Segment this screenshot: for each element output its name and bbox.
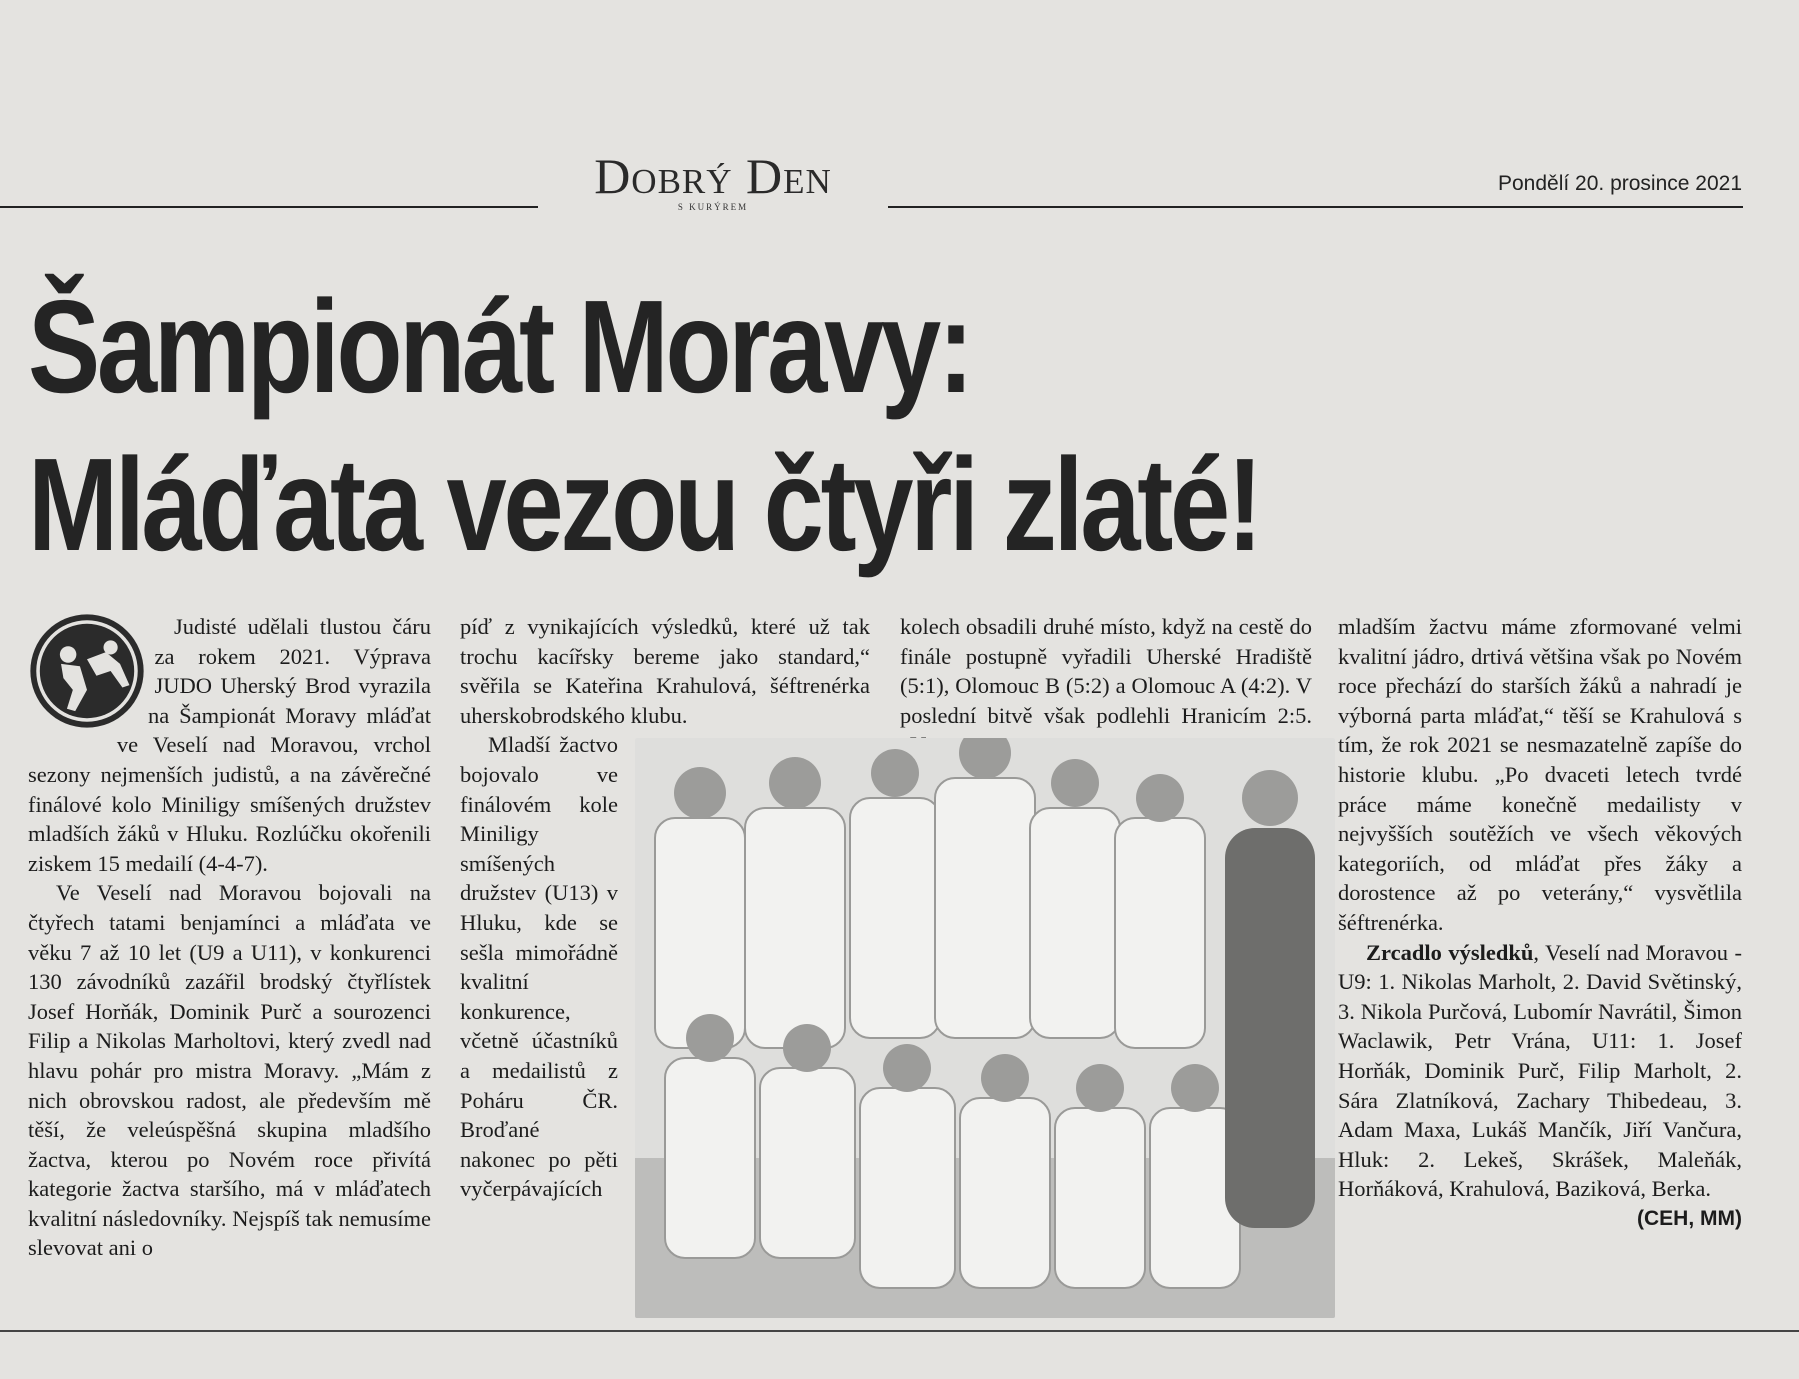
headline-line-2: Mláďata vezou čtyři zlaté! [28, 431, 1260, 578]
results-label: Zrcadlo výsledků [1366, 939, 1534, 965]
team-photo-image [635, 738, 1335, 1318]
article-column-1 [28, 612, 431, 1263]
headline-line-1: Šampionát Moravy: [28, 273, 971, 420]
results-text: , Veselí nad Moravou - U9: 1. Nikolas Marholt, 2. David Světinský, 3. Nikola Purčová, Lubomír Navrátil, Šimon Waclawik, Petr Vrána, U11: 1. Josef Horňák, Dominik Purč, Filip Marholt, 2. Sára Zlatníková, Zachary Thibedeau, 3. Adam Maxa, Lukáš Mančík, Jiří Vančura, Hluk: 2. Lekeš, Skrášek, Maleňák, Horňáková, Krahulová, Baziková, Berka. [1338, 939, 1743, 1202]
article-paragraph: Ve Veselí nad Moravou bojovali na čtyřech tatami benjamínci a mláďata ve věku 7 až 10 let (U9 a U11), v konkurenci 130 závodníků zazářil brodský čtyřlístek Josef Horňák, Dominik Purč a sourozenci Filip a Nikolas Marholtovi, který zvedl nad hlavu pohár pro mistra Moravy. „Mám z nich obrovskou radost, ale především mě těší, že veleúspěšná skupina mladšího žactva, kterou po Novém roce přivítá kategorie žactva staršího, má v mláďatech kvalitní následovníky. Nejspíš tak nemusíme slevovat ani o [28, 880, 431, 1261]
article-paragraph: Judisté udělali tlustou čáru za rokem 2021. Výprava JUDO Uherský Brod vyrazila na Šampionát Moravy mláďat ve Veselí nad Moravou, vrchol sezony nejmenších judistů, a na závěrečné finálové kolo Miniligy smíšených družstev mladších žáků v Hluku. Rozlúčku okořenili ziskem 15 medailí (4-4-7). [28, 614, 431, 876]
masthead-rule-left [0, 206, 538, 208]
masthead-name: Dobrý Den [594, 148, 832, 204]
article-paragraph: kolech obsadili druhé místo, když na cestě do finále postupně vyřadili Uherské Hradiště (5:1), Olomouc B (5:2) a Olomouc A (4:2). V poslední bitvě však podlehli Hranicím 2:5. [900, 614, 1312, 728]
judo-club-logo-icon [28, 612, 146, 730]
masthead-subtitle: S KURÝREM [677, 202, 749, 212]
page-bottom-rule [0, 1330, 1799, 1332]
article-paragraph: Mladší žactvo bojovalo ve finálovém kole Miniligy smíšených družstev (U13) v Hluku, kde se sešla mimořádně kvalitní konkurence, včetně účastníků a medailistů z Poháru ČR. Broďané nakonec po pěti vyčerpávajících [460, 732, 618, 1202]
article-paragraph: mladším žactvu máme zformované velmi kvalitní jádro, drtivá většina však po Novém roce přechází do starších žáků a nahradí je výborná parta mláďat,“ těší se Krahulová s tím, že rok 2021 se nesmazatelně zapíše do historie klubu. „Po dvaceti letech tvrdé práce máme konečně medailisty v nejvyšších soutěžích ve všech věkových kategoriích, od mláďat přes žáky a dorostence až po veterány,“ vysvětlila šéftrenérka. [1338, 614, 1742, 935]
author-credit: (CEH, MM) [1637, 1206, 1742, 1230]
masthead-logo [548, 148, 878, 212]
results-paragraph [1338, 938, 1743, 1230]
headline [28, 268, 1455, 584]
team-photo [635, 738, 1335, 1318]
issue-date: Pondělí 20. prosince 2021 [1497, 172, 1742, 195]
article-column-4 [1338, 612, 1742, 1233]
masthead-rule-right [888, 206, 1743, 208]
article-paragraph: píď z vynikajících výsledků, které už tak trochu kacířsky bereme jako standard,“ svěřila se Kateřina Krahulová, šéftrenérka uherskobrodského klubu. [460, 614, 870, 728]
